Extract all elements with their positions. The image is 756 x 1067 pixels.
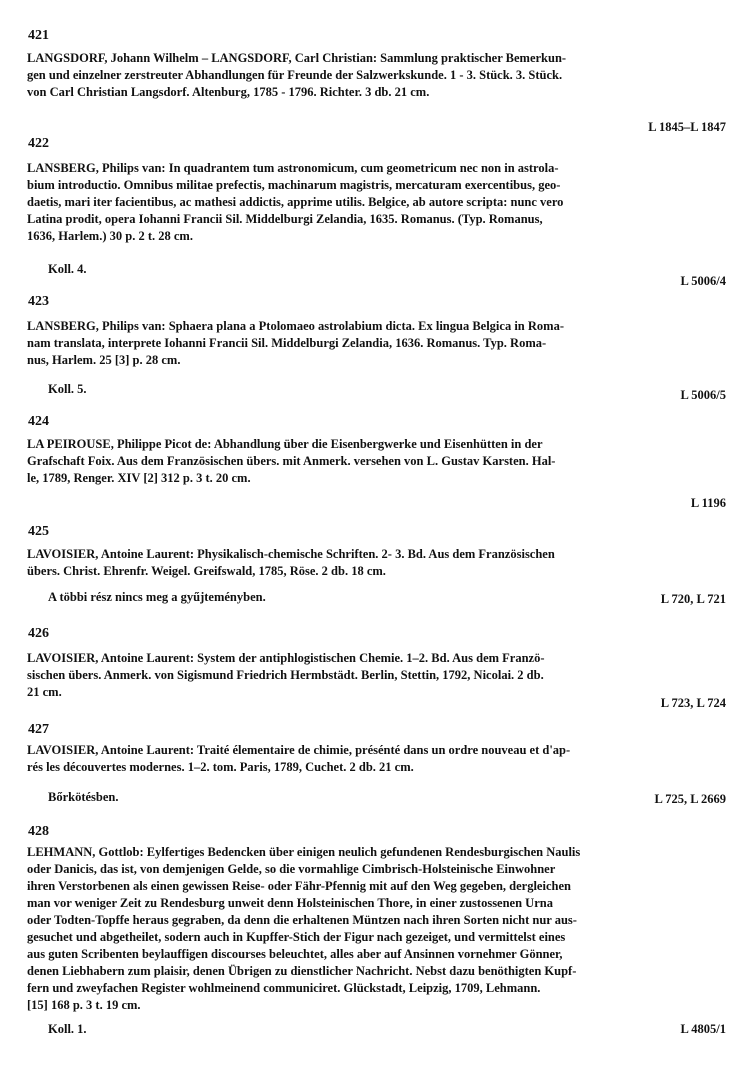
entry-line: fern und zweyfachen Register wohlmeinend communiciret. Glückstadt, Leipzig, 1709, Lehmann. [27, 981, 541, 995]
entry-number: 421 [28, 28, 49, 43]
entry-description [27, 160, 727, 245]
entry-number: 423 [28, 294, 49, 309]
entry-line: ihren Verstorbenen als einen gewissen Reise- oder Fähr-Pfennig mit auf den Weg gegeben, dergleichen [27, 879, 571, 893]
entry-line: Latina prodit, opera Iohanni Francii Sil. Middelburgi Zelandia, 1635. Romanus. (Typ. Romanus, [27, 212, 543, 226]
entry-description [27, 650, 727, 701]
entry-description [27, 50, 727, 101]
entry-description [27, 844, 727, 1014]
entry-line: LAVOISIER, Antoine Laurent: Traité élementaire de chimie, présénté dans un ordre nouveau et d'ap- [27, 743, 571, 757]
entry-line: sischen übers. Anmerk. von Sigismund Friedrich Hermbstädt. Berlin, Stettin, 1792, Nicolai. 2 db. [27, 668, 544, 682]
entry-line: Grafschaft Foix. Aus dem Französischen übers. mit Anmerk. versehen von L. Gustav Karsten. Hal- [27, 454, 556, 468]
entry-line: LANGSDORF, Johann Wilhelm – LANGSDORF, Carl Christian: Sammlung praktischer Bemerkun- [27, 51, 567, 65]
entry-line: LEHMANN, Gottlob: Eylfertiges Bedencken über einigen neulich gefundenen Rendesburgischen Naulis [27, 845, 581, 859]
entry-number: 422 [28, 136, 49, 151]
entry-line: oder Danicis, das ist, von demjenigen Gelde, so die vormahlige Cimbrisch-Holsteinische Einwohner [27, 862, 556, 876]
entry-number: 428 [28, 824, 49, 839]
entry-number: 426 [28, 626, 49, 641]
entry-line: LANSBERG, Philips van: Sphaera plana a Ptolomaeo astrolabium dicta. Ex lingua Belgica in Roma- [27, 319, 564, 333]
shelf-mark: L 1845–L 1847 [648, 120, 726, 134]
entry-line: LAVOISIER, Antoine Laurent: System der antiphlogistischen Chemie. 1–2. Bd. Aus dem Franzö- [27, 651, 545, 665]
entry-line: LA PEIROUSE, Philippe Picot de: Abhandlung über die Eisenbergwerke und Eisenhütten in der [27, 437, 543, 451]
shelf-mark: L 723, L 724 [660, 696, 726, 710]
entry-note: A többi rész nincs meg a gyűjteményben. [48, 590, 266, 604]
entry-line: man vor weniger Zeit zu Rendesburg unweit denn Holsteinischen Thore, in einer zustossenen Urna [27, 896, 553, 910]
entry-description [27, 318, 727, 369]
entry-number: 427 [28, 722, 49, 737]
entry-note: Bőrkötésben. [48, 790, 119, 804]
entry-line: rés les découvertes modernes. 1–2. tom. Paris, 1789, Cuchet. 2 db. 21 cm. [27, 760, 414, 774]
entry-line: oder Todten-Topffe heraus gegraben, da denn die erhaltenen Müntzen nach ihren Sorten nicht nur aus- [27, 913, 577, 927]
shelf-mark: L 725, L 2669 [654, 792, 726, 806]
entry-line: [15] 168 p. 3 t. 19 cm. [27, 998, 141, 1012]
shelf-mark: L 720, L 721 [660, 592, 726, 606]
entry-line: nam translata, interprete Iohanni Francii Sil. Middelburgi Zelandia, 1636. Romanus. Typ. Roma- [27, 336, 547, 350]
entry-line: gesuchet und abgetheilet, sodern auch in Kupffer-Stich der Figur nach gezeiget, und vermittelst eines [27, 930, 566, 944]
shelf-mark: L 4805/1 [680, 1022, 726, 1036]
entry-line: le, 1789, Renger. XIV [2] 312 p. 3 t. 20 cm. [27, 471, 251, 485]
shelf-mark: L 1196 [690, 496, 726, 510]
entry-line: gen und einzelner zerstreuter Abhandlungen für Freunde der Salzwerkskunde. 1 - 3. Stück. 3. Stück. [27, 68, 563, 82]
entry-note: Koll. 1. [48, 1022, 87, 1036]
entry-line: übers. Christ. Ehrenfr. Weigel. Greifswald, 1785, Röse. 2 db. 18 cm. [27, 564, 386, 578]
entry-number: 424 [28, 414, 49, 429]
entry-line: LAVOISIER, Antoine Laurent: Physikalisch-chemische Schriften. 2- 3. Bd. Aus dem Französischen [27, 547, 555, 561]
entry-number: 425 [28, 524, 49, 539]
entry-line: bium introductio. Omnibus militae prefectis, machinarum magistris, mercaturam exercentibus, geo- [27, 178, 561, 192]
entry-line: daetis, mari iter facientibus, ac mathesi addictis, apprime utilis. Belgice, ab autore scripta: nunc vero [27, 195, 564, 209]
entry-line: von Carl Christian Langsdorf. Altenburg, 1785 - 1796. Richter. 3 db. 21 cm. [27, 85, 430, 99]
shelf-mark: L 5006/5 [680, 388, 726, 402]
entry-description [27, 436, 727, 487]
entry-line: aus guten Scribenten beylauffigen discourses beleuchtet, alles aber auf Ansinnen vornehmer Gönner, [27, 947, 563, 961]
entry-line: 21 cm. [27, 685, 62, 699]
entry-line: denen Liebhabern zum plaisir, denen Übrigen zu dienstlicher Nachricht. Nebst dazu benöthigten Kupf- [27, 964, 577, 978]
entry-description [27, 546, 727, 580]
shelf-mark: L 5006/4 [680, 274, 726, 288]
entry-note: Koll. 5. [48, 382, 87, 396]
entry-line: LANSBERG, Philips van: In quadrantem tum astronomicum, cum geometricum nec non in astrola- [27, 161, 559, 175]
entry-description [27, 742, 727, 776]
entry-line: 1636, Harlem.) 30 p. 2 t. 28 cm. [27, 229, 193, 243]
entry-line: nus, Harlem. 25 [3] p. 28 cm. [27, 353, 181, 367]
entry-note: Koll. 4. [48, 262, 87, 276]
